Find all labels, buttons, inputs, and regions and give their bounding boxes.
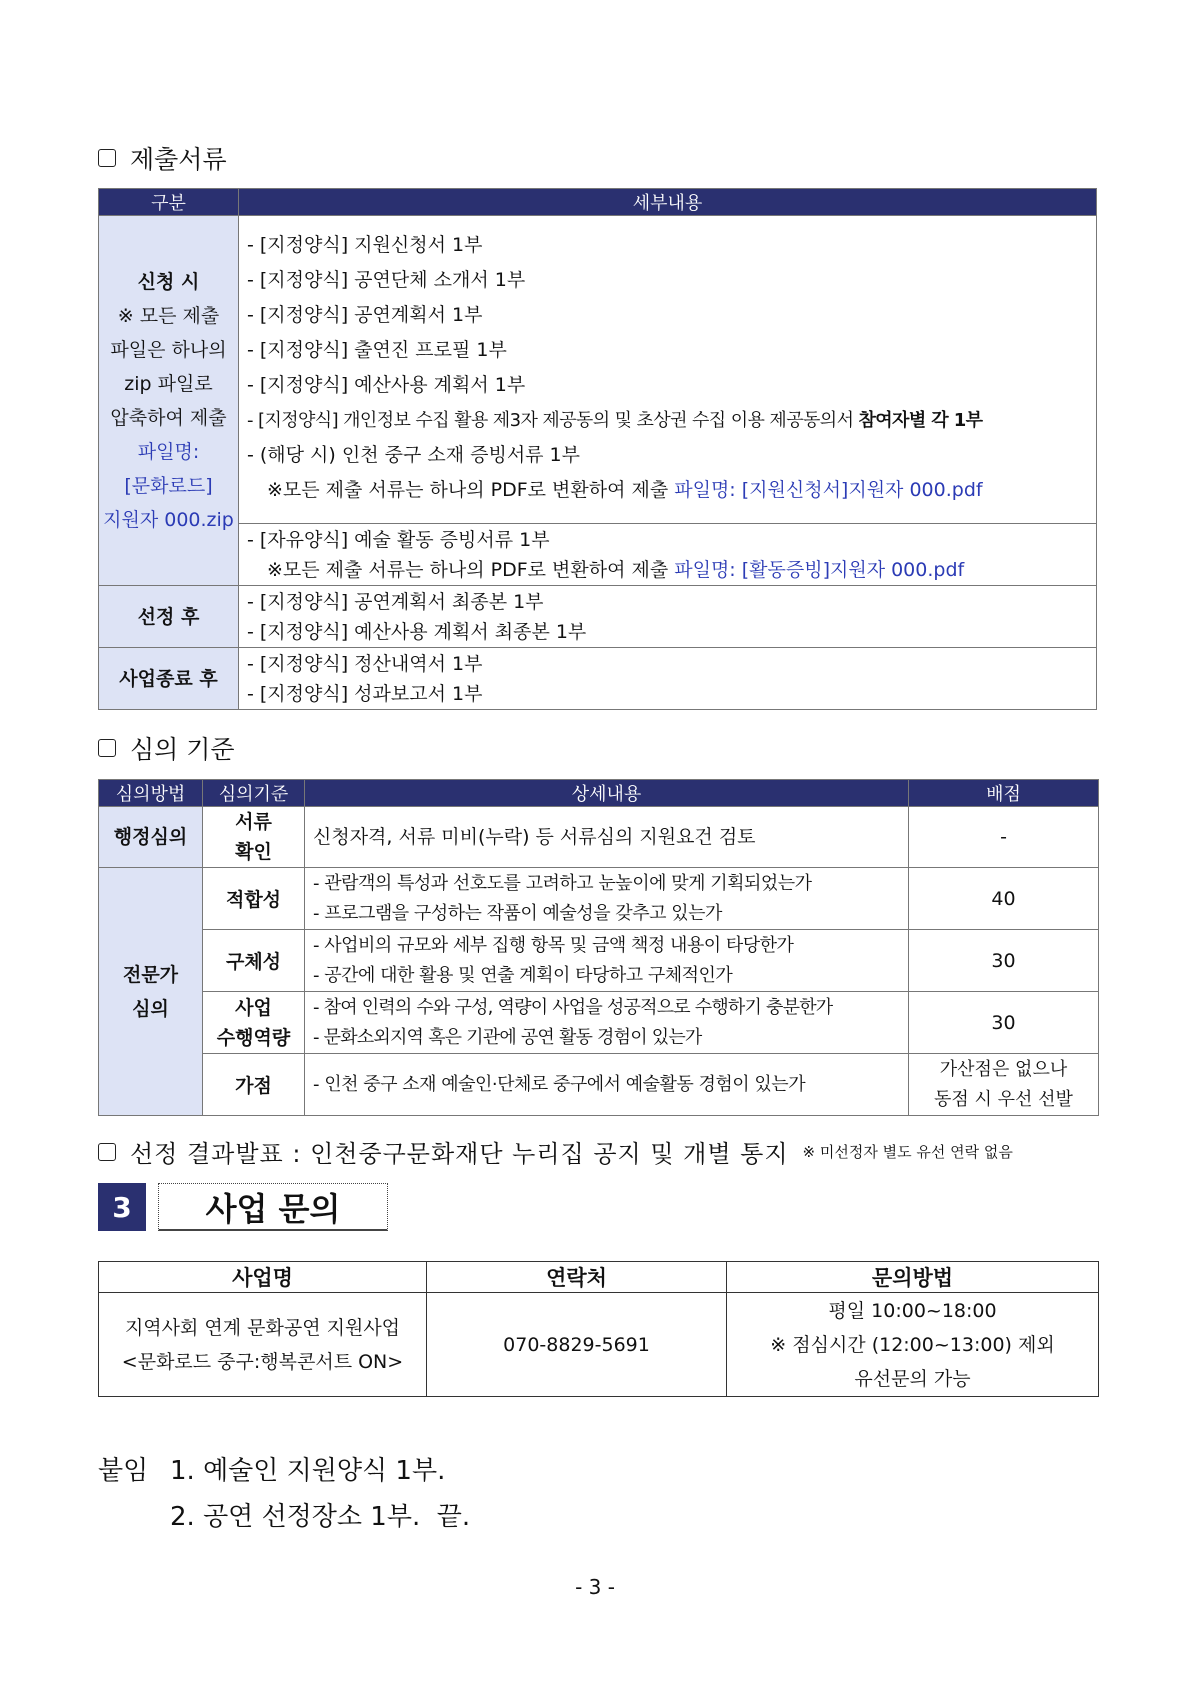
review-table bbox=[98, 779, 1099, 1116]
page-number: - 3 - bbox=[575, 1575, 615, 1599]
criterion-specificity: 구체성 bbox=[203, 930, 305, 992]
admin-method: 행정심의 bbox=[99, 807, 203, 868]
apply-label: 신청 시 bbox=[137, 270, 200, 293]
detail-cell bbox=[305, 868, 909, 930]
inquiry-contact: 070-8829-5691 bbox=[427, 1293, 727, 1397]
docs-header-detail: 세부내용 bbox=[239, 189, 1097, 216]
criterion-bonus: 가점 bbox=[203, 1054, 305, 1116]
apply-filename-3: 지원자 000.zip bbox=[103, 508, 234, 531]
apply-free-cell bbox=[239, 524, 1097, 586]
score-line: 동점 시 우선 선발 bbox=[934, 1088, 1073, 1110]
selected-items-cell bbox=[239, 586, 1097, 648]
docs-table bbox=[98, 188, 1097, 710]
attachment-item: 2. 공연 선정장소 1부. 끝. bbox=[170, 1502, 471, 1532]
review-header-detail: 상세내용 bbox=[305, 780, 909, 807]
apply-note-pdf-2 bbox=[247, 555, 1088, 585]
review-title: 심의 기준 bbox=[130, 735, 235, 764]
docs-heading bbox=[98, 140, 227, 176]
apply-note-pdf bbox=[247, 473, 1088, 508]
docs-title: 제출서류 bbox=[130, 145, 227, 174]
criterion-line: 확인 bbox=[235, 841, 272, 863]
score-line: 가산점은 없으나 bbox=[939, 1058, 1068, 1080]
apply-items-cell bbox=[239, 216, 1097, 524]
inquiry-table bbox=[98, 1261, 1099, 1397]
selected-label: 선정 후 bbox=[99, 586, 239, 648]
note-filename: 파일명: [활동증빙]지원자 000.pdf bbox=[674, 558, 965, 581]
expert-method bbox=[99, 868, 203, 1116]
after-label: 사업종료 후 bbox=[99, 648, 239, 710]
detail-cell bbox=[305, 992, 909, 1054]
apply-item: - [지정양식] 공연계획서 1부 bbox=[247, 304, 483, 326]
detail-cell bbox=[305, 930, 909, 992]
apply-item: - [지정양식] 공연단체 소개서 1부 bbox=[247, 269, 526, 291]
checkbox-icon bbox=[98, 739, 116, 757]
selected-item: - [지정양식] 예산사용 계획서 최종본 1부 bbox=[247, 620, 587, 643]
attachment-row bbox=[98, 1494, 470, 1540]
method-line: 심의 bbox=[132, 997, 169, 1020]
checkbox-icon bbox=[98, 149, 116, 167]
inquiry-header-name: 사업명 bbox=[99, 1262, 427, 1293]
detail-line: - 사업비의 규모와 세부 집행 항목 및 금액 책정 내용이 타당한가 bbox=[313, 934, 794, 956]
apply-item-free: - [자유양식] 예술 활동 증빙서류 1부 bbox=[247, 528, 550, 551]
apply-label-cell bbox=[99, 216, 239, 586]
inquiry-header-contact: 연락처 bbox=[427, 1262, 727, 1293]
admin-detail: 신청자격, 서류 미비(누락) 등 서류심의 지원요건 검토 bbox=[305, 807, 909, 868]
apply-filename-1: 파일명: bbox=[137, 440, 200, 463]
criterion-capability bbox=[203, 992, 305, 1054]
apply-item-consent bbox=[247, 403, 1088, 438]
note-text: ※모든 제출 서류는 하나의 PDF로 변환하여 제출 bbox=[267, 479, 669, 501]
note-filename: 파일명: [지원신청서]지원자 000.pdf bbox=[674, 479, 983, 501]
method-line: ※ 점심시간 (12:00~13:00) 제외 bbox=[770, 1333, 1055, 1356]
attachment-item: 1. 예술인 지원양식 1부. bbox=[170, 1456, 446, 1486]
score-cell: 30 bbox=[909, 930, 1099, 992]
note-text: ※모든 제출 서류는 하나의 PDF로 변환하여 제출 bbox=[267, 558, 669, 581]
score-cell: 30 bbox=[909, 992, 1099, 1054]
selected-item: - [지정양식] 공연계획서 최종본 1부 bbox=[247, 590, 544, 613]
apply-filename-2: [문화로드] bbox=[124, 474, 213, 497]
score-cell bbox=[909, 1054, 1099, 1116]
section-number: 3 bbox=[98, 1183, 146, 1231]
detail-line: - 공간에 대한 활용 및 연출 계획이 타당하고 구체적인가 bbox=[313, 964, 733, 986]
inquiry-header-method: 문의방법 bbox=[727, 1262, 1099, 1293]
result-text: 선정 결과발표 : 인천중구문화재단 누리집 공지 및 개별 통지 bbox=[130, 1140, 789, 1168]
inquiry-name bbox=[99, 1293, 427, 1397]
apply-item: - [지정양식] 지원신청서 1부 bbox=[247, 234, 483, 256]
apply-item: - [지정양식] 예산사용 계획서 1부 bbox=[247, 374, 526, 396]
consent-bold: 참여자별 각 1부 bbox=[858, 410, 983, 431]
detail-line: - 문화소외지역 혹은 기관에 공연 활동 경험이 있는가 bbox=[313, 1026, 702, 1048]
after-item: - [지정양식] 성과보고서 1부 bbox=[247, 682, 483, 705]
detail-line: - 참여 인력의 수와 구성, 역량이 사업을 성공적으로 수행하기 충분한가 bbox=[313, 996, 833, 1018]
detail-line: - 프로그램을 구성하는 작품이 예술성을 갖추고 있는가 bbox=[313, 902, 722, 924]
section-title: 사업 문의 bbox=[158, 1183, 388, 1231]
method-line: 평일 10:00~18:00 bbox=[828, 1299, 997, 1322]
docs-header-category: 구분 bbox=[99, 189, 239, 216]
criterion-line: 서류 bbox=[235, 811, 272, 833]
review-header-criterion: 심의기준 bbox=[203, 780, 305, 807]
apply-note-3: zip 파일로 bbox=[124, 372, 213, 395]
consent-text: - [지정양식] 개인정보 수집 활용 제3자 제공동의 및 초상권 수집 이용 제공동의서 bbox=[247, 410, 854, 431]
review-header-method: 심의방법 bbox=[99, 780, 203, 807]
after-item: - [지정양식] 정산내역서 1부 bbox=[247, 652, 483, 675]
attachments bbox=[98, 1448, 470, 1540]
after-items-cell bbox=[239, 648, 1097, 710]
inquiry-method bbox=[727, 1293, 1099, 1397]
method-line: 유선문의 가능 bbox=[854, 1367, 971, 1390]
name-line: <문화로드 중구:행복콘서트 ON> bbox=[121, 1350, 404, 1373]
criterion-line: 수행역량 bbox=[216, 1026, 291, 1049]
detail-line: - 관람객의 특성과 선호도를 고려하고 눈높이에 맞게 기획되었는가 bbox=[313, 872, 812, 894]
review-heading bbox=[98, 730, 235, 766]
apply-item-local: - (해당 시) 인천 중구 소재 증빙서류 1부 bbox=[247, 444, 581, 466]
criterion-suitability: 적합성 bbox=[203, 868, 305, 930]
apply-note-4: 압축하여 제출 bbox=[110, 406, 227, 429]
method-line: 전문가 bbox=[122, 963, 179, 986]
apply-note-2: 파일은 하나의 bbox=[110, 338, 227, 361]
detail-cell: - 인천 중구 소재 예술인·단체로 중구에서 예술활동 경험이 있는가 bbox=[305, 1054, 909, 1116]
section-3-heading bbox=[98, 1183, 388, 1231]
review-header-score: 배점 bbox=[909, 780, 1099, 807]
name-line: 지역사회 연계 문화공연 지원사업 bbox=[124, 1316, 401, 1339]
apply-note-1: ※ 모든 제출 bbox=[117, 304, 220, 327]
admin-score: - bbox=[909, 807, 1099, 868]
attachment-row bbox=[98, 1448, 470, 1494]
result-note: ※ 미선정자 별도 유선 연락 없음 bbox=[802, 1143, 1013, 1161]
admin-criterion bbox=[203, 807, 305, 868]
criterion-line: 사업 bbox=[235, 996, 272, 1019]
checkbox-icon bbox=[98, 1143, 116, 1161]
attachment-label: 붙임 bbox=[98, 1456, 149, 1486]
score-cell: 40 bbox=[909, 868, 1099, 930]
apply-item: - [지정양식] 출연진 프로필 1부 bbox=[247, 339, 507, 361]
result-heading bbox=[98, 1134, 1013, 1169]
